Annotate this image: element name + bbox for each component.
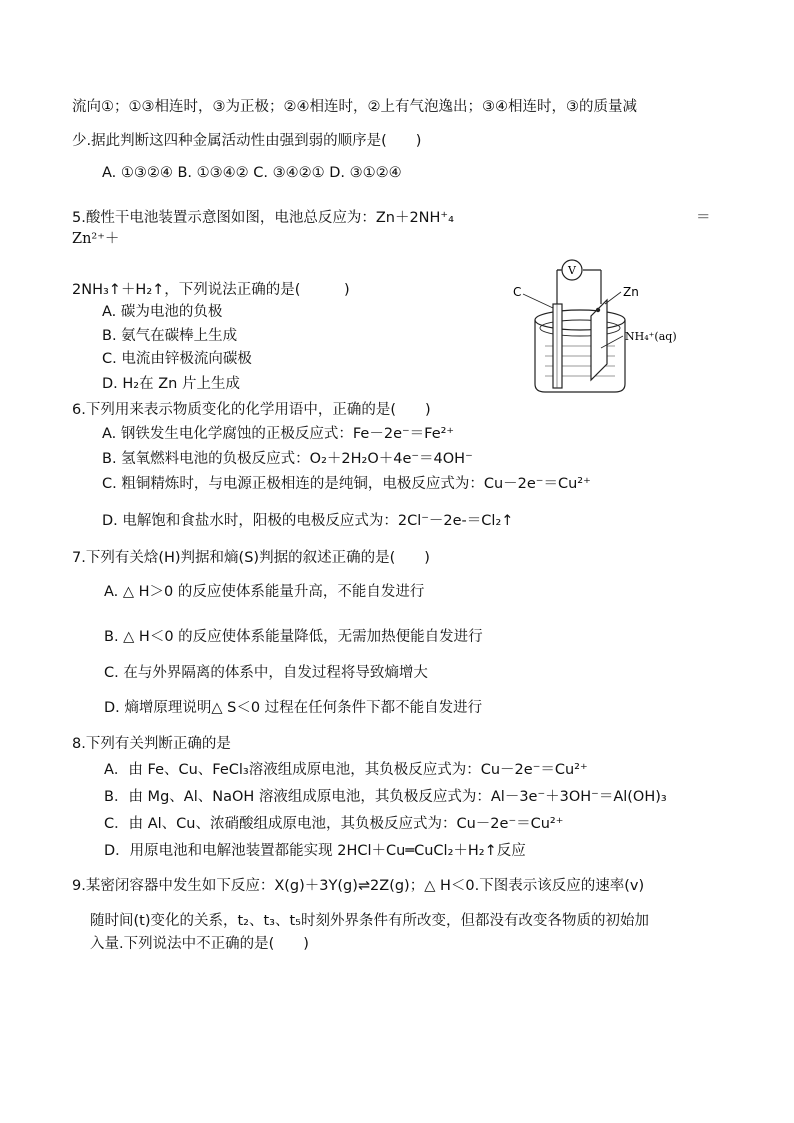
q5-stem-c: 2NH₃↑＋H₂↑，下列说法正确的是( ) xyxy=(72,282,350,298)
q6-option-b: B. 氢氧燃料电池的负极反应式：O₂＋2H₂O＋4e⁻＝4OH⁻ xyxy=(102,451,473,467)
q9-line-2: 随时间(t)变化的关系，t₂、t₃、t₅时刻外界条件有所改变，但都没有改变各物质的初始加 xyxy=(90,913,649,929)
q5-stem-a: 5.酸性干电池装置示意图如图，电池总反应为：Zn＋2NH⁺₄ xyxy=(72,210,454,226)
q6-stem: 6.下列用来表示物质变化的化学用语中，正确的是( ) xyxy=(72,402,431,418)
q5-stem-eq: ＝ xyxy=(696,210,711,226)
label-zinc: Zn xyxy=(623,285,639,299)
voltmeter-label: V xyxy=(568,264,576,277)
q7-option-c: C. 在与外界隔离的体系中，自发过程将导致熵增大 xyxy=(104,665,428,681)
q5-option-d: D. H₂在 Zn 片上生成 xyxy=(102,376,240,392)
q8-option-d: D．用原电池和电解池装置都能实现 2HCl＋Cu═CuCl₂＋H₂↑反应 xyxy=(104,843,526,859)
q8-option-b: B．由 Mg、Al、NaOH 溶液组成原电池，其负极反应式为：Al－3e⁻＋3OH⁻＝Al(OH)₃ xyxy=(104,789,667,805)
q7-option-d: D. 熵增原理说明△ S＜0 过程在任何条件下都不能自发进行 xyxy=(104,700,483,716)
q9-line-3: 入量.下列说法中不正确的是( ) xyxy=(90,936,309,952)
q6-option-a: A. 钢铁发生电化学腐蚀的正极反应式：Fe－2e⁻＝Fe²⁺ xyxy=(102,426,455,442)
intro-line-2: 少.据此判断这四种金属活动性由强到弱的顺序是( ) xyxy=(72,133,422,149)
q8-option-a: A．由 Fe、Cu、FeCl₃溶液组成原电池，其负极反应式为：Cu－2e⁻＝Cu²⁺ xyxy=(104,762,588,778)
label-carbon: C xyxy=(513,285,522,299)
q7-option-b: B. △ H＜0 的反应使体系能量降低，无需加热便能自发进行 xyxy=(104,629,483,645)
q8-option-c: C．由 Al、Cu、浓硝酸组成原电池，其负极反应式为：Cu－2e⁻＝Cu²⁺ xyxy=(104,816,564,832)
q6-option-d: D. 电解饱和食盐水时，阳极的电极反应式为：2Cl⁻－2e-＝Cl₂↑ xyxy=(102,513,514,529)
intro-options: A. ①③②④ B. ①③④② C. ③④②① D. ③①②④ xyxy=(102,165,402,181)
intro-line-1: 流向①；①③相连时，③为正极；②④相连时，②上有气泡逸出；③④相连时，③的质量减 xyxy=(72,99,637,115)
q5-option-b: B. 氨气在碳棒上生成 xyxy=(102,328,238,344)
q5-stem-b: Zn²⁺＋ xyxy=(72,231,120,247)
q7-option-a: A. △ H＞0 的反应使体系能量升高，不能自发进行 xyxy=(104,584,425,600)
q5-option-c: C. 电流由锌极流向碳极 xyxy=(102,351,252,367)
q9-line-1: 9.某密闭容器中发生如下反应：X(g)＋3Y(g)⇌2Z(g)；△ H＜0.下图表示该反应的速率(v) xyxy=(72,878,645,894)
carbon-rod xyxy=(553,304,562,388)
q8-stem: 8.下列有关判断正确的是 xyxy=(72,736,231,752)
label-electrolyte: NH₄⁺(aq) xyxy=(625,330,677,343)
q6-option-c: C. 粗铜精炼时，与电源正极相连的是纯铜，电极反应式为：Cu－2e⁻＝Cu²⁺ xyxy=(102,476,591,492)
q5-option-a: A. 碳为电池的负极 xyxy=(102,304,223,320)
q7-stem: 7.下列有关焓(H)判据和熵(S)判据的叙述正确的是( ) xyxy=(72,550,430,566)
dry-cell-diagram xyxy=(505,256,705,396)
zinc-plate xyxy=(591,300,607,380)
